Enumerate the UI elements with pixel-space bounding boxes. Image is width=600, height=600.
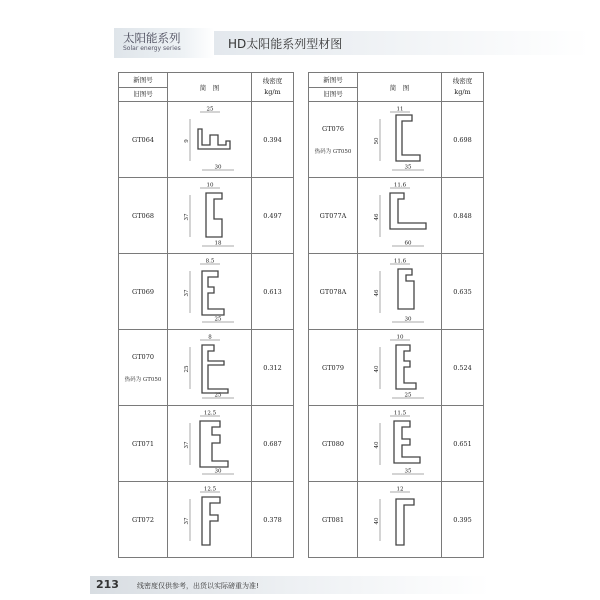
header-new-code: 新图号 bbox=[323, 75, 343, 84]
profile-code: GT071 bbox=[132, 439, 154, 448]
profile-diagram bbox=[168, 333, 251, 403]
density-value: 0.524 bbox=[453, 363, 472, 372]
diagram-cell bbox=[168, 406, 252, 482]
dimension-label: 18 bbox=[214, 240, 222, 246]
dimension-label: 25 bbox=[206, 106, 214, 112]
header-code-cell bbox=[119, 73, 168, 102]
code-cell bbox=[309, 254, 358, 330]
density-cell bbox=[252, 406, 294, 482]
profile-table-left bbox=[118, 72, 294, 558]
dimension-label: 25 bbox=[214, 316, 222, 322]
table-header-row bbox=[309, 73, 484, 102]
dimension-label: 50 bbox=[374, 137, 380, 144]
density-cell bbox=[252, 254, 294, 330]
density-cell bbox=[252, 102, 294, 178]
table-row bbox=[119, 254, 294, 330]
header-old-code: 旧图号 bbox=[323, 89, 343, 98]
dimension-label: 12 bbox=[396, 486, 404, 492]
density-cell bbox=[252, 482, 294, 558]
profile-outline bbox=[396, 115, 420, 161]
page-title: HD太阳能系列型材图 bbox=[228, 37, 343, 51]
diagram-cell bbox=[168, 330, 252, 406]
code-cell bbox=[309, 330, 358, 406]
code-cell bbox=[309, 178, 358, 254]
dimension-label: 8.5 bbox=[205, 258, 215, 264]
old-code-note: 热码为 GT050 bbox=[124, 376, 162, 383]
code-cell bbox=[119, 102, 168, 178]
footer-note: 线密度仅供参考，出货以实际磅重为准! bbox=[137, 582, 259, 590]
profile-outline bbox=[390, 193, 426, 229]
dimension-label: 10 bbox=[206, 182, 214, 188]
code-cell bbox=[309, 406, 358, 482]
profile-outline bbox=[202, 271, 224, 315]
diagram-cell bbox=[168, 254, 252, 330]
profile-code: GT076 bbox=[322, 124, 344, 133]
profile-diagram bbox=[168, 257, 251, 327]
diagram-cell bbox=[358, 254, 442, 330]
profile-outline bbox=[200, 421, 228, 467]
profile-diagram bbox=[358, 257, 441, 327]
dimension-label: 35 bbox=[404, 164, 412, 170]
header-density-unit: kg/m bbox=[264, 88, 281, 96]
dimension-label: 25 bbox=[184, 365, 190, 372]
density-cell bbox=[442, 482, 484, 558]
profile-code: GT064 bbox=[132, 135, 154, 144]
density-cell bbox=[252, 178, 294, 254]
profile-diagram bbox=[168, 105, 251, 175]
dimension-label: 12.5 bbox=[203, 486, 217, 492]
profile-code: GT069 bbox=[132, 287, 154, 296]
profile-code: GT077A bbox=[319, 211, 347, 220]
table-row bbox=[309, 482, 484, 558]
table-header-row bbox=[119, 73, 294, 102]
density-cell bbox=[442, 406, 484, 482]
profile-table-right bbox=[308, 72, 484, 558]
density-cell bbox=[252, 330, 294, 406]
dimension-label: 37 bbox=[184, 213, 190, 220]
profile-code: GT078A bbox=[319, 287, 347, 296]
dimension-label: 8 bbox=[208, 334, 212, 340]
profile-outline bbox=[396, 345, 416, 389]
density-value: 0.394 bbox=[263, 135, 282, 144]
diagram-cell bbox=[358, 178, 442, 254]
profile-diagram bbox=[168, 485, 251, 555]
density-cell bbox=[442, 102, 484, 178]
code-cell bbox=[119, 482, 168, 558]
table-row bbox=[119, 482, 294, 558]
density-cell bbox=[442, 330, 484, 406]
profile-code: GT072 bbox=[132, 515, 154, 524]
code-cell bbox=[119, 406, 168, 482]
dimension-label: 35 bbox=[404, 468, 412, 474]
diagram-cell bbox=[168, 102, 252, 178]
section-title: 太阳能系列 bbox=[123, 31, 181, 45]
dimension-label: 40 bbox=[374, 441, 380, 448]
profile-diagram bbox=[358, 485, 441, 555]
dimension-label: 40 bbox=[374, 517, 380, 524]
profile-diagram bbox=[358, 409, 441, 479]
profile-diagram bbox=[168, 181, 251, 251]
section-subtitle: Solar energy series bbox=[123, 45, 181, 52]
header-diagram: 简 图 bbox=[358, 73, 442, 102]
dimension-label: 11 bbox=[396, 106, 404, 112]
profile-outline bbox=[202, 497, 220, 545]
dimension-label: 9 bbox=[184, 138, 190, 143]
diagram-cell bbox=[358, 406, 442, 482]
profile-outline bbox=[198, 129, 230, 149]
diagram-cell bbox=[358, 330, 442, 406]
dimension-label: 30 bbox=[404, 316, 412, 322]
profile-diagram bbox=[358, 333, 441, 403]
header-new-code: 新图号 bbox=[133, 75, 153, 84]
header-code-cell bbox=[309, 73, 358, 102]
dimension-label: 37 bbox=[184, 517, 190, 524]
density-cell bbox=[442, 254, 484, 330]
dimension-label: 11.6 bbox=[393, 182, 407, 188]
dimension-label: 37 bbox=[184, 441, 190, 448]
density-value: 0.698 bbox=[453, 135, 472, 144]
code-cell bbox=[119, 178, 168, 254]
dimension-label: 30 bbox=[214, 164, 222, 170]
profile-code: GT070 bbox=[132, 352, 154, 361]
profile-outline bbox=[394, 421, 420, 463]
profile-diagram bbox=[358, 105, 441, 175]
dimension-label: 37 bbox=[184, 289, 190, 296]
density-value: 0.687 bbox=[263, 439, 282, 448]
profile-code: GT079 bbox=[322, 363, 344, 372]
dimension-label: 12.5 bbox=[203, 410, 217, 416]
old-code-note: 热码为 GT050 bbox=[314, 148, 352, 155]
page-number: 213 bbox=[96, 578, 119, 591]
table-row bbox=[309, 254, 484, 330]
dimension-label: 25 bbox=[404, 392, 412, 398]
dimension-label: 60 bbox=[404, 240, 412, 246]
profile-outline bbox=[396, 499, 414, 545]
density-value: 0.378 bbox=[263, 515, 282, 524]
table-row bbox=[309, 406, 484, 482]
density-value: 0.395 bbox=[453, 515, 472, 524]
dimension-label: 46 bbox=[374, 213, 380, 220]
profile-outline bbox=[398, 269, 414, 309]
header-density-unit: kg/m bbox=[454, 88, 471, 96]
density-value: 0.312 bbox=[263, 363, 282, 372]
table-row bbox=[119, 178, 294, 254]
density-value: 0.651 bbox=[453, 439, 472, 448]
density-value: 0.497 bbox=[263, 211, 282, 220]
dimension-label: 40 bbox=[374, 365, 380, 372]
diagram-cell bbox=[168, 178, 252, 254]
diagram-cell bbox=[358, 482, 442, 558]
header-density: 线密度 bbox=[262, 77, 283, 85]
profile-diagram bbox=[168, 409, 251, 479]
header-density-cell bbox=[442, 73, 484, 102]
table-row bbox=[309, 102, 484, 178]
table-row bbox=[119, 330, 294, 406]
code-cell bbox=[119, 254, 168, 330]
code-cell bbox=[119, 330, 168, 406]
table-row bbox=[119, 406, 294, 482]
dimension-label: 11.6 bbox=[393, 258, 407, 264]
profile-code: GT080 bbox=[322, 439, 344, 448]
code-cell bbox=[309, 102, 358, 178]
density-value: 0.635 bbox=[453, 287, 472, 296]
header-density: 线密度 bbox=[452, 77, 473, 85]
table-row bbox=[119, 102, 294, 178]
profile-outline bbox=[206, 193, 222, 237]
diagram-cell bbox=[358, 102, 442, 178]
code-cell bbox=[309, 482, 358, 558]
dimension-label: 30 bbox=[214, 468, 222, 474]
dimension-label: 11.5 bbox=[393, 410, 407, 416]
profile-code: GT081 bbox=[322, 515, 344, 524]
table-row bbox=[309, 178, 484, 254]
density-value: 0.848 bbox=[453, 211, 472, 220]
header-density-cell bbox=[252, 73, 294, 102]
diagram-cell bbox=[168, 482, 252, 558]
density-cell bbox=[442, 178, 484, 254]
profile-code: GT068 bbox=[132, 211, 154, 220]
dimension-label: 10 bbox=[396, 334, 404, 340]
profile-diagram bbox=[358, 181, 441, 251]
density-value: 0.613 bbox=[263, 287, 282, 296]
header-old-code: 旧图号 bbox=[133, 89, 153, 98]
header-diagram: 简 图 bbox=[168, 73, 252, 102]
dimension-label: 46 bbox=[374, 289, 380, 296]
dimension-label: 25 bbox=[214, 392, 222, 398]
profile-outline bbox=[202, 345, 228, 393]
table-row bbox=[309, 330, 484, 406]
